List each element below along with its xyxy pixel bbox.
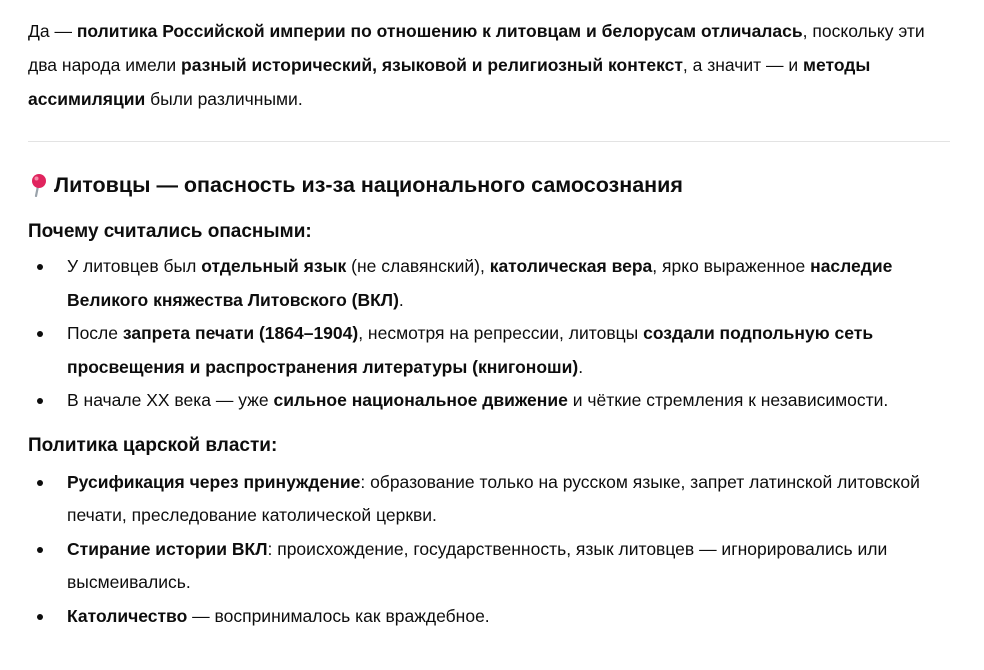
item-text: . [578, 356, 584, 377]
item-bold: католическая вера [489, 256, 653, 276]
why-list [28, 250, 958, 418]
bullet-icon [37, 547, 43, 553]
bullet-icon [37, 398, 43, 404]
item-text: (не славянский), [346, 256, 490, 276]
intro-paragraph [28, 0, 958, 116]
policy-list [28, 466, 958, 634]
item-text: , ярко выраженное [652, 256, 811, 276]
bullet-icon [37, 331, 43, 337]
item-bold: Стирание истории ВКЛ [67, 538, 268, 559]
section-heading [28, 170, 958, 200]
list-item [28, 384, 958, 418]
bullet-icon [37, 480, 43, 486]
list-item [28, 600, 958, 634]
item-bold: Католичество [67, 605, 188, 626]
item-bold: запрета печати (1864–1904) [122, 323, 359, 343]
list-item [28, 250, 958, 317]
why-heading: Почему считались опасными: [28, 221, 312, 242]
pushpin-icon [28, 173, 48, 197]
item-bold: создали подпольную сеть просвещения и распространения литературы (книгоноши) [67, 323, 874, 377]
list-item [28, 317, 958, 384]
item-text: В начале XX века — уже [67, 390, 274, 410]
divider [28, 141, 950, 142]
message-content [28, 0, 958, 633]
intro-text-4: были различными. [145, 89, 303, 109]
item-text: . [398, 289, 404, 310]
intro-text-1: Да — [28, 21, 77, 41]
item-text: После [67, 323, 123, 343]
item-text: У литовцев был [67, 256, 202, 276]
intro-bold-1: политика Российской империи по отношению к литовцам и белорусам отличалась [76, 21, 803, 41]
list-item [28, 466, 958, 533]
section-title: Литовцы — опасность из-за национального самосознания [54, 173, 683, 197]
intro-bold-2: разный исторический, языковой и религиозный контекст [181, 55, 683, 75]
item-text: : происхождение, государственность, язык литовцев — игнорировались или высмеивались. [67, 538, 888, 592]
bullet-icon [37, 614, 43, 620]
item-text: и чёткие стремления к независимости. [567, 390, 889, 410]
item-text: , несмотря на репрессии, литовцы [358, 323, 644, 343]
item-bold: сильное национальное движение [273, 390, 568, 410]
item-bold: отдельный язык [201, 256, 347, 276]
item-text: — воспринималось как враждебное. [187, 605, 490, 626]
item-bold: Русификация через принуждение [67, 471, 361, 492]
policy-heading: Политика царской власти: [28, 434, 278, 456]
intro-text-2: , поскольку эти два народа имели [28, 21, 925, 75]
item-text: : образование только на русском языке, запрет латинской литовской печати, преследование католической церкви. [67, 471, 920, 525]
intro-bold-3: методы ассимиляции [28, 55, 871, 109]
intro-text-3: , а значит — и [682, 55, 804, 75]
list-item [28, 533, 958, 600]
item-bold: наследие Великого княжества Литовского (ВКЛ) [67, 256, 893, 310]
bullet-icon [37, 264, 43, 270]
